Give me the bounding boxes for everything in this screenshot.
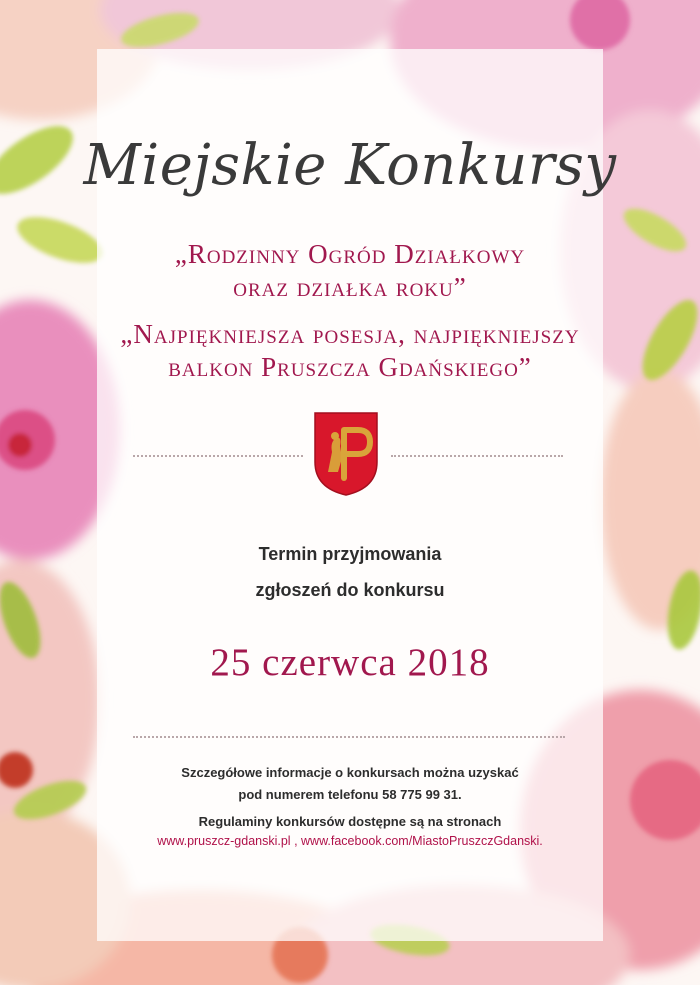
website-links — [0, 834, 700, 848]
contest-one-line-2: oraz działka roku” — [233, 272, 467, 302]
rules-info: Regulaminy konkursów dostępne są na stronach — [198, 814, 502, 829]
contact-info-line-1: Szczegółowe informacje o konkursach można uzyskać — [181, 765, 519, 780]
deadline-line-2: zgłoszeń do konkursu — [255, 580, 445, 600]
contest-one-name — [0, 238, 700, 304]
contact-info — [0, 762, 700, 806]
coat-of-arms-icon — [314, 412, 378, 496]
deadline-line-1: Termin przyjmowania — [258, 544, 442, 564]
dotted-divider-right — [391, 455, 563, 457]
facebook-link[interactable]: www.facebook.com/MiastoPruszczGdanski. — [301, 834, 543, 848]
contest-two-line-2: balkon Pruszcza Gdańskiego” — [168, 352, 532, 382]
contest-one-line-1: „Rodzinny Ogród Działkowy — [174, 239, 526, 269]
contest-two-line-1: „Najpiękniejsza posesja, najpiękniejszy — [120, 319, 580, 349]
contact-info-line-2: pod numerem telefonu 58 775 99 31. — [238, 787, 462, 802]
deadline-date: 25 czerwca 2018 — [210, 641, 490, 684]
link-separator: , — [290, 834, 302, 848]
dotted-divider-left — [133, 455, 303, 457]
page-title: Miejskie Konkursy — [83, 133, 617, 198]
contest-two-name — [0, 318, 700, 384]
city-website-link[interactable]: www.pruszcz-gdanski.pl — [157, 834, 291, 848]
deadline-heading — [0, 536, 700, 608]
dotted-divider-bottom — [133, 736, 565, 738]
